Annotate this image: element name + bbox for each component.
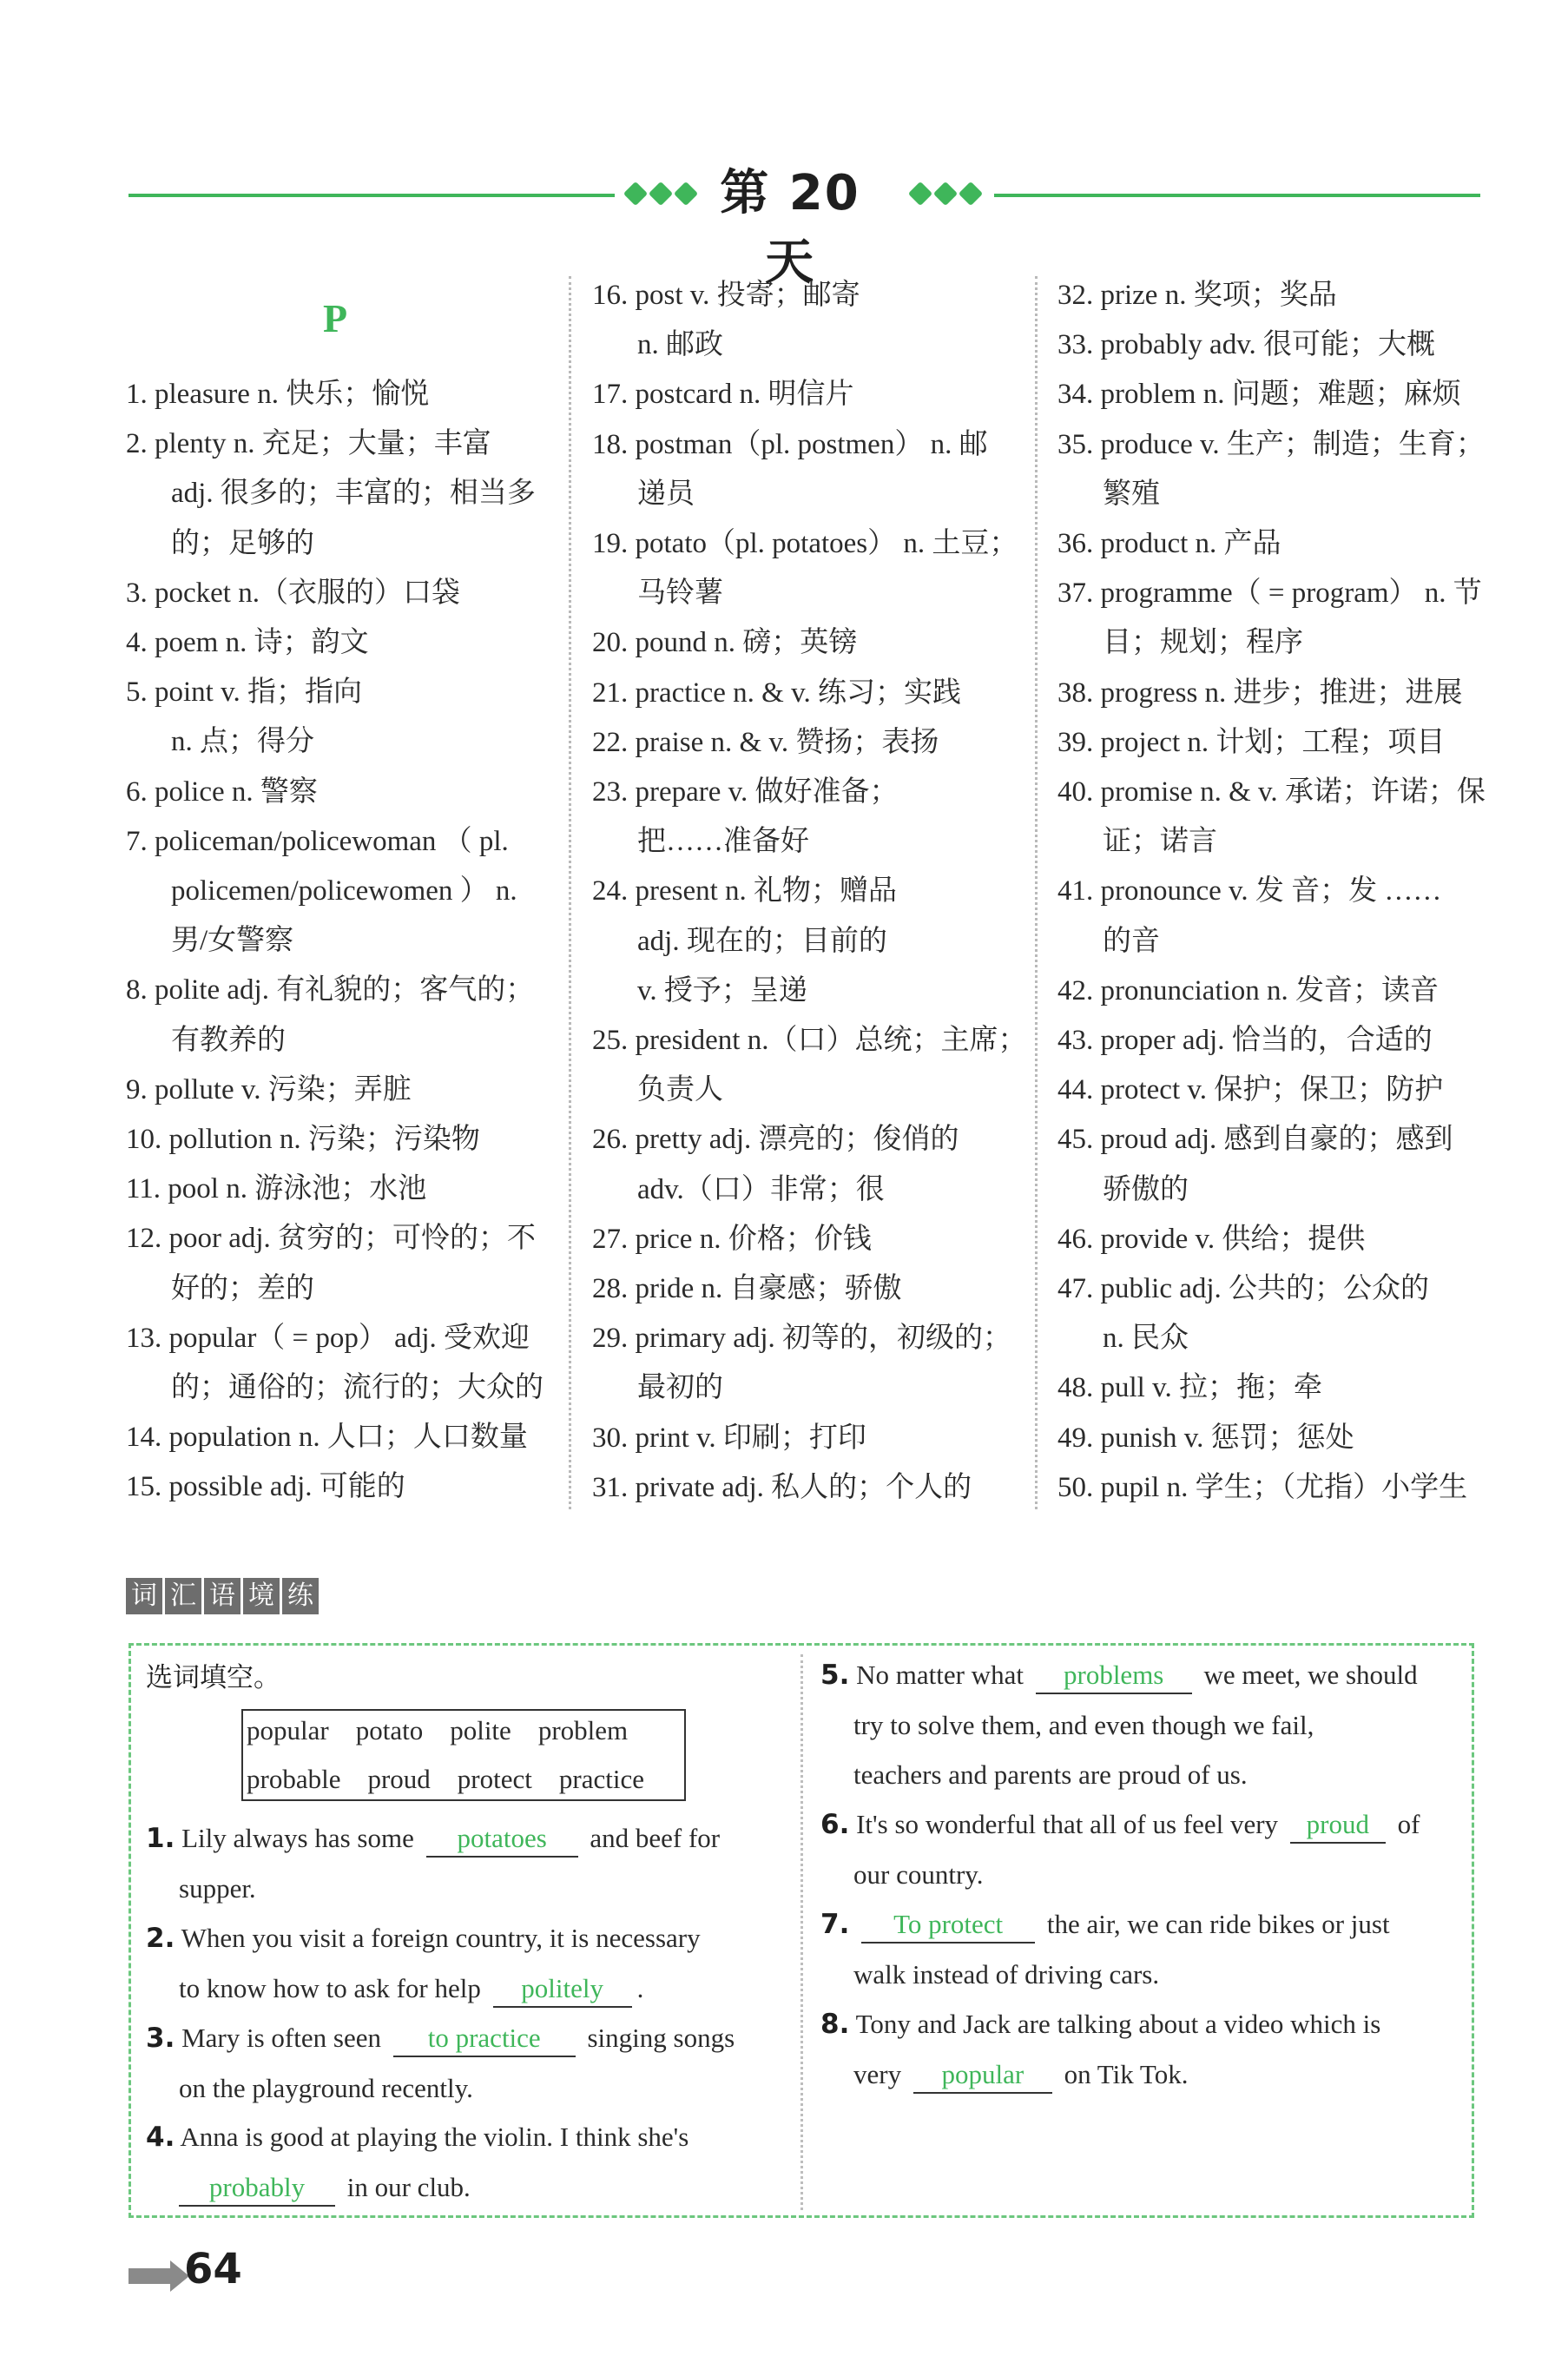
vocab-entry-continuation: n. 邮政 bbox=[637, 329, 723, 361]
page-arrow-icon bbox=[128, 2268, 174, 2284]
vocab-column-1 bbox=[126, 370, 544, 1513]
vocab-entry: 19. potato（pl. potatoes） n. 土豆； bbox=[592, 528, 1018, 560]
vocab-entry: 38. progress n. 进步；推进；进展 bbox=[1057, 676, 1463, 709]
vocab-entry: 28. pride n. 自豪感；骄傲 bbox=[592, 1273, 902, 1305]
vocab-entry-continuation: adj. 现在的；目前的 bbox=[637, 925, 887, 957]
question-3: 3. Mary is often seen to practice singing songs on the playground recently. bbox=[146, 2023, 735, 2103]
vocab-entry: 29. primary adj. 初等的，初级的； bbox=[592, 1323, 1012, 1355]
question-2: 2. When you visit a foreign country, it is necessary to know how to ask for help politely . bbox=[146, 1913, 780, 2013]
question-4: 4. Anna is good at playing the violin. I think she's probably in our club. bbox=[146, 2112, 788, 2212]
vocab-entry: 42. pronunciation n. 发音；读音 bbox=[1057, 974, 1440, 1006]
vocab-entry: 17. postcard n. 明信片 bbox=[592, 379, 854, 411]
question-6: 6. It's so wonderful that all of us feel very proud of our country. bbox=[820, 1809, 1420, 1890]
vocab-entry-continuation: 负责人 bbox=[637, 1074, 723, 1106]
vocab-entry-continuation: 的；通俗的；流行的；大众的 bbox=[171, 1372, 544, 1404]
vocab-entry-continuation: adj. 很多的；丰富的；相当多 bbox=[171, 478, 536, 510]
vocab-entry: 46. provide v. 供给；提供 bbox=[1057, 1223, 1366, 1255]
vocab-entry-continuation: 马铃薯 bbox=[637, 577, 723, 610]
vocab-entry: 21. practice n. & v. 练习；实践 bbox=[592, 676, 961, 709]
vocab-entry: 48. pull v. 拉；拖；牵 bbox=[1057, 1372, 1322, 1404]
vocab-entry-continuation: 证；诺言 bbox=[1103, 826, 1217, 858]
answer-blank-3[interactable]: to practice bbox=[393, 2021, 576, 2057]
vocab-entry: 27. price n. 价格；价钱 bbox=[592, 1223, 872, 1255]
vocab-entry: 20. pound n. 磅；英镑 bbox=[592, 627, 858, 659]
vocab-entry-continuation: 有教养的 bbox=[171, 1024, 286, 1056]
vocab-entry-continuation: 繁殖 bbox=[1103, 478, 1160, 510]
vocab-entry: 50. pupil n. 学生；（尤指）小学生 bbox=[1057, 1471, 1468, 1503]
page-number: 64 bbox=[184, 2245, 242, 2293]
word-bank-row-2: probable proud protect practice bbox=[247, 1764, 644, 1794]
exercise-heading: 词 汇 语 境 练 bbox=[126, 1578, 319, 1614]
vocab-entry: 13. popular（ = pop） adj. 受欢迎 bbox=[126, 1322, 530, 1354]
answer-blank-7[interactable]: To protect bbox=[861, 1907, 1035, 1944]
answer-blank-1[interactable]: potatoes bbox=[426, 1821, 578, 1858]
vocab-entry: 25. president n.（口）总统；主席； bbox=[592, 1025, 1027, 1057]
answer-blank-4[interactable]: probably bbox=[179, 2170, 335, 2207]
question-8: 8. Tony and Jack are talking about a video which is very popular on Tik Tok. bbox=[820, 1999, 1463, 2099]
vocab-entry: 12. poor adj. 贫穷的；可怜的；不 bbox=[126, 1223, 537, 1255]
answer-blank-6[interactable]: proud bbox=[1290, 1807, 1386, 1844]
vocab-entry: 24. present n. 礼物；赠品 bbox=[592, 875, 898, 907]
vocab-entry: 2. plenty n. 充足；大量；丰富 bbox=[126, 428, 491, 460]
answer-blank-8[interactable]: popular bbox=[913, 2057, 1052, 2094]
vocab-entry: 36. product n. 产品 bbox=[1057, 528, 1281, 560]
vocab-entry-continuation: v. 授予；呈递 bbox=[637, 974, 807, 1006]
vocab-column-3 bbox=[1057, 271, 1486, 1513]
vocab-entry: 45. proud adj. 感到自豪的；感到 bbox=[1057, 1124, 1453, 1156]
vocab-entry-continuation: 目；规划；程序 bbox=[1103, 627, 1303, 659]
vocab-entry: 16. post v. 投寄；邮寄 bbox=[592, 280, 860, 311]
vocab-entry: 22. praise n. & v. 赞扬；表扬 bbox=[592, 726, 939, 758]
vocab-entry: 37. programme（ = program） n. 节 bbox=[1057, 577, 1482, 610]
vocab-entry: 14. population n. 人口；人口数量 bbox=[126, 1422, 528, 1454]
vocab-entry-continuation: n. 点；得分 bbox=[171, 726, 314, 758]
vocab-entry: 33. probably adv. 很可能；大概 bbox=[1057, 329, 1436, 361]
vocab-entry: 44. protect v. 保护；保卫；防护 bbox=[1057, 1074, 1444, 1106]
header-ornament-right bbox=[912, 185, 979, 202]
vocab-entry: 11. pool n. 游泳池；水池 bbox=[126, 1173, 427, 1205]
vocab-entry: 8. polite adj. 有礼貌的；客气的； bbox=[126, 974, 535, 1006]
vocab-entry-continuation: 递员 bbox=[637, 478, 695, 510]
vocab-entry-continuation: 骄傲的 bbox=[1103, 1173, 1189, 1205]
vocab-entry: 26. pretty adj. 漂亮的；俊俏的 bbox=[592, 1124, 959, 1156]
vocab-entry-continuation: adv.（口）非常；很 bbox=[637, 1173, 885, 1205]
vocab-entry-continuation: n. 民众 bbox=[1103, 1323, 1189, 1355]
vocab-entry-continuation: 的音 bbox=[1103, 925, 1160, 957]
vocab-entry-continuation: 最初的 bbox=[637, 1372, 723, 1404]
vocab-entry: 6. police n. 警察 bbox=[126, 775, 318, 808]
section-letter: P bbox=[323, 296, 348, 340]
answer-blank-2[interactable]: politely bbox=[493, 1971, 632, 2008]
vocab-entry: 5. point v. 指；指向 bbox=[126, 676, 362, 709]
question-1: 1. Lily always has some potatoes and beef for supper. bbox=[146, 1823, 721, 1904]
vocab-entry-continuation: 的；足够的 bbox=[171, 527, 314, 559]
vocab-entry: 30. print v. 印刷；打印 bbox=[592, 1422, 866, 1454]
vocab-entry: 18. postman（pl. postmen） n. 邮 bbox=[592, 428, 988, 460]
vocab-entry: 35. produce v. 生产；制造；生育； bbox=[1057, 428, 1485, 460]
question-7: 7. To protect the air, we can ride bikes or just walk instead of driving cars. bbox=[820, 1909, 1390, 1990]
header-rule-right bbox=[994, 194, 1480, 197]
exercise-instruction: 选词填空。 bbox=[146, 1662, 280, 1693]
vocab-entry: 34. problem n. 问题；难题；麻烦 bbox=[1057, 379, 1461, 411]
vocab-entry: 31. private adj. 私人的；个人的 bbox=[592, 1471, 972, 1503]
answer-blank-5[interactable]: problems bbox=[1036, 1658, 1192, 1694]
vocab-entry-continuation: 好的；差的 bbox=[171, 1272, 314, 1304]
vocab-entry: 43. proper adj. 恰当的，合适的 bbox=[1057, 1025, 1433, 1057]
vocab-entry: 49. punish v. 惩罚；惩处 bbox=[1057, 1422, 1354, 1454]
vocab-entry: 47. public adj. 公共的；公众的 bbox=[1057, 1273, 1430, 1305]
column-divider-2 bbox=[1035, 276, 1038, 1509]
vocab-entry-continuation: 把……准备好 bbox=[637, 826, 809, 858]
vocab-entry-continuation: policemen/policewomen ） n. bbox=[171, 875, 517, 907]
vocab-entry: 3. pocket n.（衣服的）口袋 bbox=[126, 577, 460, 609]
vocab-entry: 40. promise n. & v. 承诺；许诺；保 bbox=[1057, 776, 1486, 808]
vocab-entry: 10. pollution n. 污染；污染物 bbox=[126, 1124, 480, 1156]
vocab-entry-continuation: 男/女警察 bbox=[171, 925, 294, 957]
vocab-entry: 32. prize n. 奖项；奖品 bbox=[1057, 280, 1337, 311]
vocab-column-2 bbox=[592, 271, 1026, 1513]
page-title: 第 20 天 bbox=[720, 165, 860, 291]
vocab-entry: 41. pronounce v. 发 音；发 …… bbox=[1057, 875, 1442, 907]
vocab-entry: 7. policeman/policewoman （ pl. bbox=[126, 825, 509, 857]
exercise-divider bbox=[800, 1654, 803, 2210]
header-rule-left bbox=[128, 194, 615, 197]
question-5: 5. No matter what problems we meet, we should try to solve them, and even though we fail, teachers and parents are proud of us. bbox=[820, 1660, 1418, 1790]
column-divider-1 bbox=[569, 276, 571, 1509]
word-bank-row-1: popular potato polite problem bbox=[247, 1715, 629, 1746]
vocab-entry: 15. possible adj. 可能的 bbox=[126, 1471, 405, 1503]
vocab-entry: 39. project n. 计划；工程；项目 bbox=[1057, 726, 1446, 758]
vocab-entry: 4. poem n. 诗；韵文 bbox=[126, 627, 369, 659]
vocab-entry: 23. prepare v. 做好准备； bbox=[592, 776, 899, 808]
header-ornament-left bbox=[627, 185, 695, 202]
vocab-entry: 9. pollute v. 污染；弄脏 bbox=[126, 1073, 412, 1105]
vocab-entry: 1. pleasure n. 快乐；愉悦 bbox=[126, 379, 430, 410]
